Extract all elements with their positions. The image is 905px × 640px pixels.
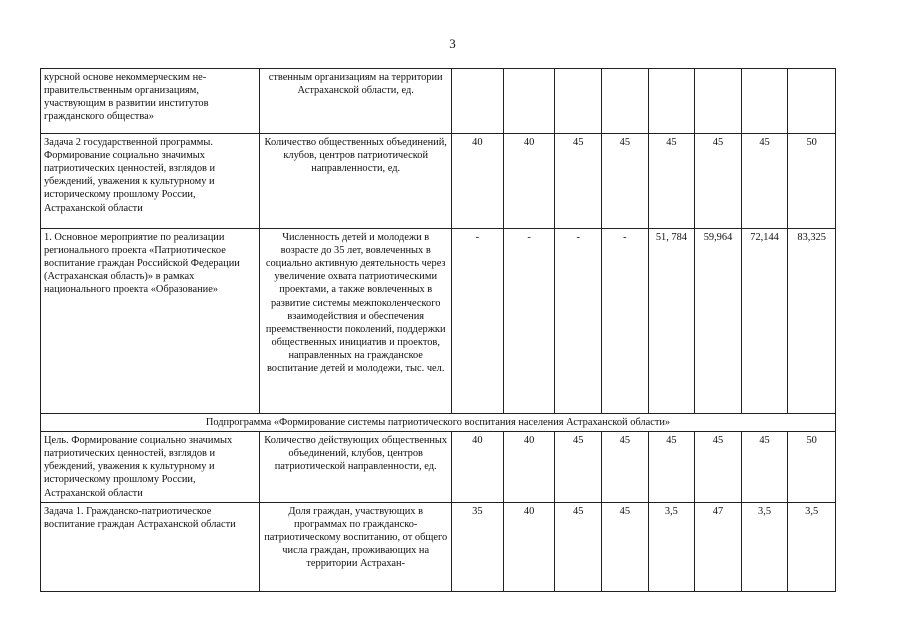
row-indicator: Численность детей и молодежи в возрасте до 35 лет, вовлеченных в социально активную деятельность через увеличение охвата патриотическими проектами, а также вовлеченных в развитие системы межпоколенческого взаимодействия и обеспечения преемственности поколений, поддержки общественных инициатив и проектов, направленных на гражданское воспитание детей и молодежи, тыс. чел. <box>260 229 452 414</box>
value-cell: 3,5 <box>788 502 836 591</box>
value-cell: 40 <box>451 134 503 229</box>
value-cell: - <box>555 229 602 414</box>
value-cell: 50 <box>788 432 836 503</box>
value-cell: 51, 784 <box>648 229 695 414</box>
value-cell: 45 <box>741 432 788 503</box>
value-cell: 59,964 <box>695 229 742 414</box>
row-indicator: Количество действующих общественных объединений, клубов, центров патриотической направленности, ед. <box>260 432 452 503</box>
row-description: Задача 2 государственной программы. Формирование социально значимых патриотических ценностей, взглядов и убеждений, уважения к культурному и историческому прошлому России, Астраханской области <box>41 134 260 229</box>
row-indicator: ственным организациям на территории Астраханской области, ед. <box>260 69 452 134</box>
value-cell <box>451 69 503 134</box>
value-cell: 45 <box>695 134 742 229</box>
value-cell: 45 <box>648 134 695 229</box>
section-row <box>41 414 836 432</box>
indicator-table <box>40 68 836 592</box>
value-cell <box>602 69 649 134</box>
row-indicator: Доля граждан, участвующих в программах по гражданско-патриотическому воспитанию, от общего числа граждан, проживающих на территории Астрахан- <box>260 502 452 591</box>
value-cell: 45 <box>602 134 649 229</box>
value-cell <box>695 69 742 134</box>
value-cell: 45 <box>648 432 695 503</box>
value-cell <box>503 69 555 134</box>
row-description: Цель. Формирование социально значимых патриотических ценностей, взглядов и убеждений, уважения к культурному и историческому прошлому России, Астраханской области <box>41 432 260 503</box>
row-indicator: Количество общественных объединений, клубов, центров патриотической направленности, ед. <box>260 134 452 229</box>
value-cell: 45 <box>602 432 649 503</box>
table-row <box>41 432 836 503</box>
value-cell: 50 <box>788 134 836 229</box>
value-cell: 45 <box>602 502 649 591</box>
value-cell: 40 <box>503 432 555 503</box>
value-cell: 40 <box>503 502 555 591</box>
row-description: курсной основе некоммерческим не-правительственным организациям, участвующим в развитии институтов гражданского общества» <box>41 69 260 134</box>
table-row <box>41 502 836 591</box>
value-cell: 45 <box>555 134 602 229</box>
value-cell: - <box>451 229 503 414</box>
row-description: Задача 1. Гражданско-патриотическое воспитание граждан Астраханской области <box>41 502 260 591</box>
value-cell: - <box>602 229 649 414</box>
value-cell: 40 <box>503 134 555 229</box>
value-cell: 40 <box>451 432 503 503</box>
page-number: 3 <box>449 36 456 51</box>
value-cell: 47 <box>695 502 742 591</box>
table-row <box>41 134 836 229</box>
value-cell: 45 <box>555 502 602 591</box>
value-cell <box>788 69 836 134</box>
table-row <box>41 229 836 414</box>
value-cell <box>555 69 602 134</box>
value-cell: 3,5 <box>741 502 788 591</box>
value-cell: 83,325 <box>788 229 836 414</box>
value-cell: 45 <box>555 432 602 503</box>
value-cell: 72,144 <box>741 229 788 414</box>
table-row <box>41 69 836 134</box>
value-cell: 3,5 <box>648 502 695 591</box>
value-cell <box>648 69 695 134</box>
value-cell: 45 <box>741 134 788 229</box>
value-cell: 45 <box>695 432 742 503</box>
value-cell: - <box>503 229 555 414</box>
value-cell <box>741 69 788 134</box>
row-description: 1. Основное мероприятие по реализации регионального проекта «Патриотическое воспитание граждан Российской Федерации (Астраханская область)» в рамках национального проекта «Образование» <box>41 229 260 414</box>
subprogram-title: Подпрограмма «Формирование системы патриотического воспитания населения Астраханской области» <box>41 414 836 432</box>
value-cell: 35 <box>451 502 503 591</box>
